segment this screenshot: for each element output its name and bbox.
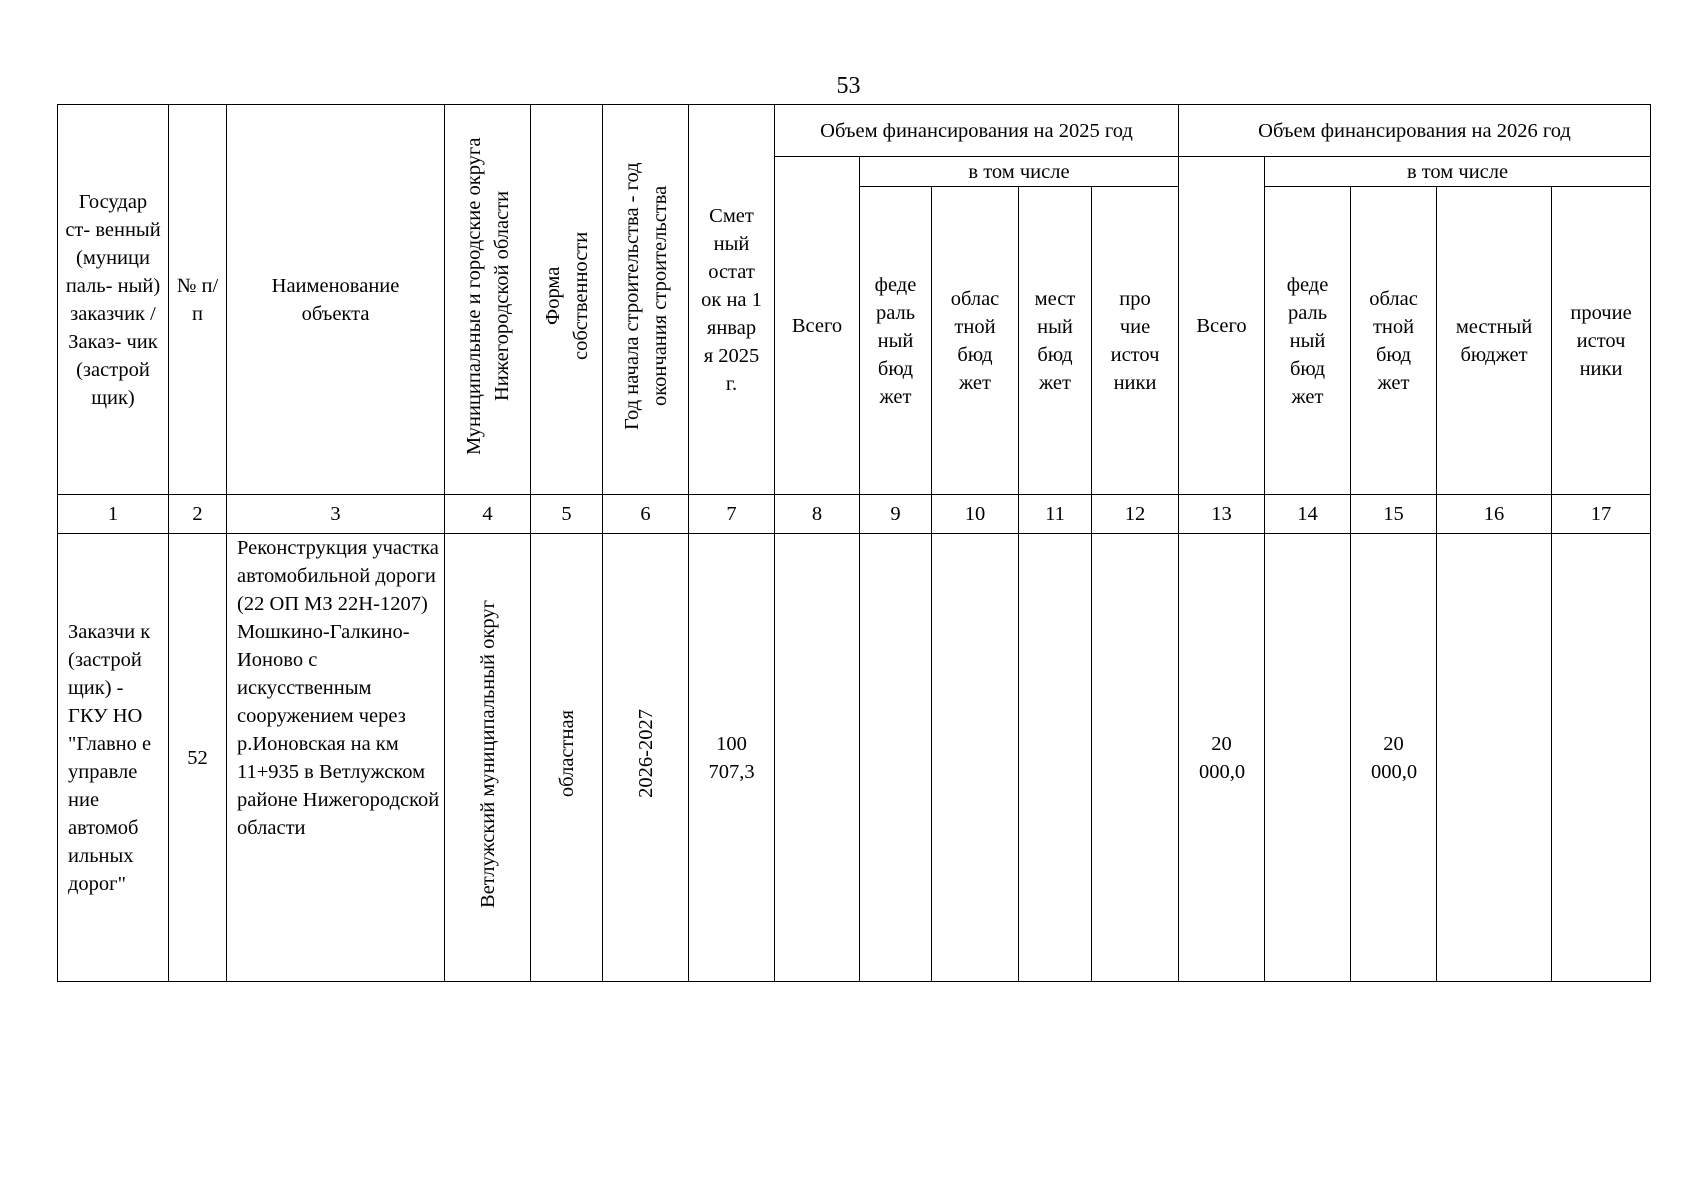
row-ownership	[531, 534, 603, 982]
header-federal-2025: феде раль ный бюд жет	[860, 187, 932, 495]
header-financing-2026: Объем финансирования на 2026 год	[1179, 105, 1651, 157]
column-number: 9	[860, 495, 932, 534]
header-other-2025: про чие источ ники	[1092, 187, 1179, 495]
header-ownership	[531, 105, 603, 495]
row-municipality-text: Ветлужский муниципальный округ	[476, 599, 499, 908]
column-number: 11	[1019, 495, 1092, 534]
row-other-2026	[1552, 534, 1651, 982]
column-number: 5	[531, 495, 603, 534]
row-ownership-text: областная	[555, 709, 578, 798]
column-number: 10	[932, 495, 1019, 534]
row-years	[603, 534, 689, 982]
header-estimate: Смет ный остат ок на 1 январ я 2025 г.	[689, 105, 775, 495]
row-federal-2026	[1265, 534, 1351, 982]
row-other-2025	[1092, 534, 1179, 982]
header-local-2025: мест ный бюд жет	[1019, 187, 1092, 495]
header-federal-2026: феде раль ный бюд жет	[1265, 187, 1351, 495]
column-number: 13	[1179, 495, 1265, 534]
row-estimate: 100 707,3	[689, 534, 775, 982]
row-federal-2025	[860, 534, 932, 982]
header-object-name: Наименование объекта	[227, 105, 445, 495]
header-regional-2026: облас тной бюд жет	[1351, 187, 1437, 495]
column-number: 16	[1437, 495, 1552, 534]
header-years	[603, 105, 689, 495]
header-total-2025: Всего	[775, 157, 860, 495]
row-local-2025	[1019, 534, 1092, 982]
header-years-text: Год начала строительства - год окончания строительства	[620, 161, 671, 430]
row-total-2025	[775, 534, 860, 982]
financing-table	[57, 104, 1651, 982]
row-local-2026	[1437, 534, 1552, 982]
row-customer: Заказчи к (застрой щик) - ГКУ НО "Главно е управле ние автомоб ильных дорог"	[58, 534, 169, 982]
column-number: 8	[775, 495, 860, 534]
page-number: 53	[836, 73, 861, 99]
column-number-row	[58, 495, 1651, 534]
header-municipality	[445, 105, 531, 495]
row-regional-2025	[932, 534, 1019, 982]
row-object-name: Реконструкция участка автомобильной дороги (22 ОП МЗ 22Н-1207) Мошкино-Галкино-Ионово с искусственным сооружением через р.Ионовская на км 11+935 в Ветлужском районе Нижегородской области	[227, 534, 445, 982]
header-including-2025: в том числе	[860, 157, 1179, 187]
column-number: 15	[1351, 495, 1437, 534]
column-number: 3	[227, 495, 445, 534]
header-other-2026: прочие источ ники	[1552, 187, 1651, 495]
column-number: 4	[445, 495, 531, 534]
column-number: 17	[1552, 495, 1651, 534]
row-total-2026: 20 000,0	[1179, 534, 1265, 982]
row-number: 52	[169, 534, 227, 982]
row-years-text: 2026-2027	[634, 709, 657, 798]
header-municipality-text: Муниципальные и городские округа Нижегородской области	[462, 136, 513, 455]
column-number: 6	[603, 495, 689, 534]
column-number: 2	[169, 495, 227, 534]
header-ownership-text: Форма собственности	[541, 231, 592, 360]
column-number: 7	[689, 495, 775, 534]
column-number: 1	[58, 495, 169, 534]
row-municipality	[445, 534, 531, 982]
table-row	[58, 534, 1651, 982]
header-number: № п/п	[169, 105, 227, 495]
header-total-2026: Всего	[1179, 157, 1265, 495]
header-local-2026: местный бюджет	[1437, 187, 1552, 495]
header-financing-2025: Объем финансирования на 2025 год	[775, 105, 1179, 157]
column-number: 14	[1265, 495, 1351, 534]
header-regional-2025: облас тной бюд жет	[932, 187, 1019, 495]
header-including-2026: в том числе	[1265, 157, 1651, 187]
header-customer: Государ ст- венный (муници паль- ный) заказчик / Заказ- чик (застрой щик)	[58, 105, 169, 495]
column-number: 12	[1092, 495, 1179, 534]
row-regional-2026: 20 000,0	[1351, 534, 1437, 982]
